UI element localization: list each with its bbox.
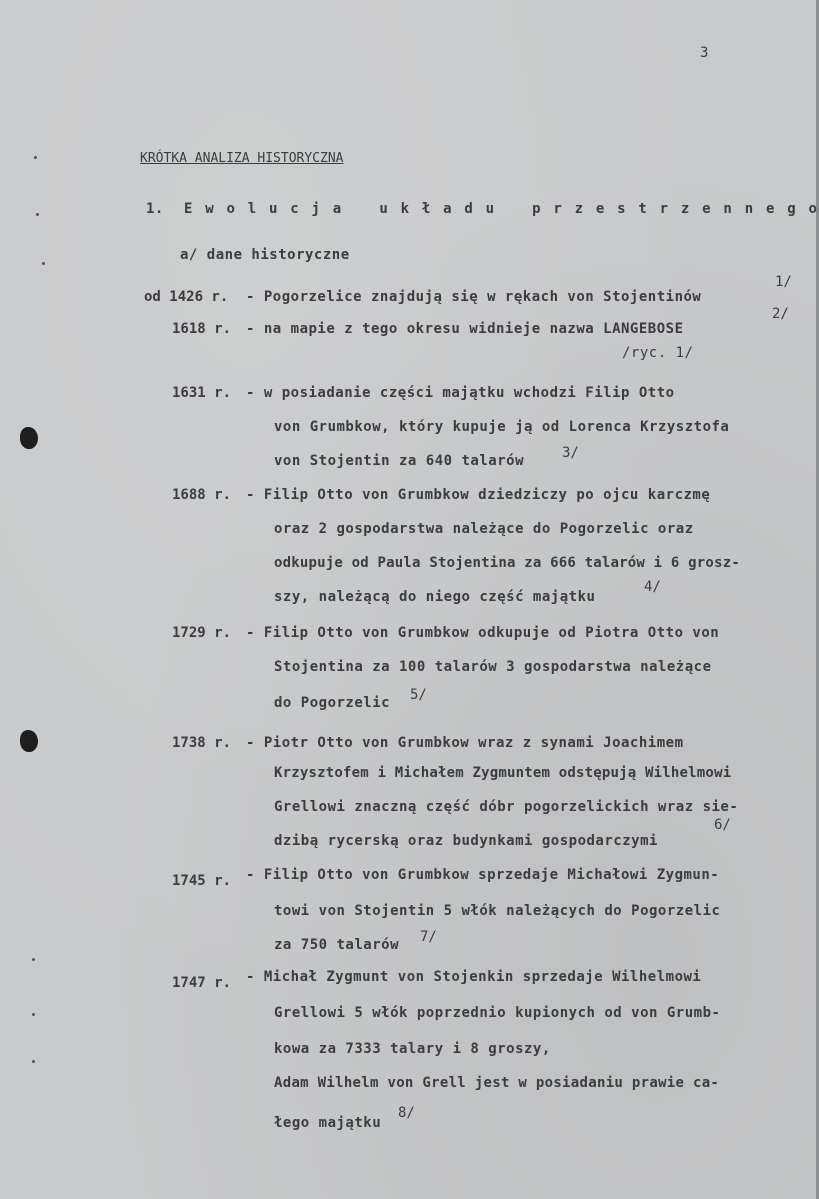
entry-line: oraz 2 gospodarstwa należące do Pogorzelic oraz [274,521,694,537]
entry-line: - w posiadanie części majątku wchodzi Filip Otto [246,385,675,401]
footnote-ref: 6/ [714,817,731,833]
entry-line: Adam Wilhelm von Grell jest w posiadaniu prawie ca- [274,1075,720,1091]
subsection-title: a/ dane historyczne [180,247,350,263]
margin-mark [32,1060,35,1063]
entry-year: 1738 r. [172,735,232,751]
section-title: E w o l u c j a u k ł a d u p r z e s t r z e n n e g o [184,201,818,217]
entry-year: 1747 r. [172,975,232,991]
entry-year: 1745 r. [172,873,232,889]
footnote-ref: 1/ [775,274,792,290]
entry-line: do Pogorzelic [274,695,391,711]
entry-line: odkupuje od Paula Stojentina za 666 talarów i 6 grosz- [274,555,740,571]
footnote-ref: 8/ [398,1105,415,1121]
entry-line: Stojentina za 100 talarów 3 gospodarstwa należące [274,659,712,675]
margin-mark [32,958,35,961]
entry-line: von Grumbkow, który kupuje ją od Lorenca Krzysztofa [274,419,730,435]
entry-line: kowa za 7333 talary i 8 groszy, [274,1041,551,1057]
entry-year: 1688 r. [172,487,232,503]
margin-mark [36,213,39,216]
footnote-ref: 3/ [562,445,579,461]
footnote-ref: 7/ [420,929,437,945]
footnote-ref: 2/ [772,306,789,322]
entry-year: od 1426 r. [144,289,229,305]
footnote-ref: 4/ [644,579,661,595]
entry-line: - Filip Otto von Grumbkow odkupuje od Piotra Otto von [246,625,720,641]
entry-line: - Michał Zygmunt von Stojenkin sprzedaje Wilhelmowi [246,969,702,985]
margin-mark [32,1013,35,1016]
entry-line: /ryc. 1/ [622,345,694,361]
entry-line: von Stojentin za 640 talarów [274,453,525,469]
entry-line: dzibą rycerską oraz budynkami gospodarczymi [274,833,658,849]
entry-line: Krzysztofem i Michałem Zygmuntem odstępują Wilhelmowi [274,765,732,781]
entry-line: - Piotr Otto von Grumbkow wraz z synami Joachimem [246,735,684,751]
punch-hole [20,427,38,449]
entry-line: towi von Stojentin 5 włók należących do Pogorzelic [274,903,721,919]
entry-year: 1618 r. [172,321,232,337]
entry-year: 1631 r. [172,385,232,401]
footnote-ref: 5/ [410,687,427,703]
margin-mark [42,262,45,265]
entry-line: szy, należącą do niego część majątku [274,589,596,605]
page-number: 3 [700,45,709,61]
entry-line: - na mapie z tego okresu widnieje nazwa LANGEBOSE [246,321,684,337]
page-heading: KRÓTKA ANALIZA HISTORYCZNA [140,151,344,166]
entry-line: łego majątku [274,1115,382,1131]
section-number: 1. [146,201,164,217]
entry-year: 1729 r. [172,625,232,641]
entry-line: Grellowi znaczną część dóbr pogorzelickich wraz sie- [274,799,739,815]
punch-hole [20,730,38,752]
entry-line: - Pogorzelice znajdują się w rękach von Stojentinów [246,289,702,305]
entry-line: - Filip Otto von Grumbkow sprzedaje Michałowi Zygmun- [246,867,720,883]
entry-line: - Filip Otto von Grumbkow dziedziczy po ojcu karczmę [246,487,711,503]
entry-line: za 750 talarów [274,937,400,953]
entry-line: Grellowi 5 włók poprzednio kupionych od von Grumb- [274,1005,721,1021]
margin-mark [34,156,37,159]
